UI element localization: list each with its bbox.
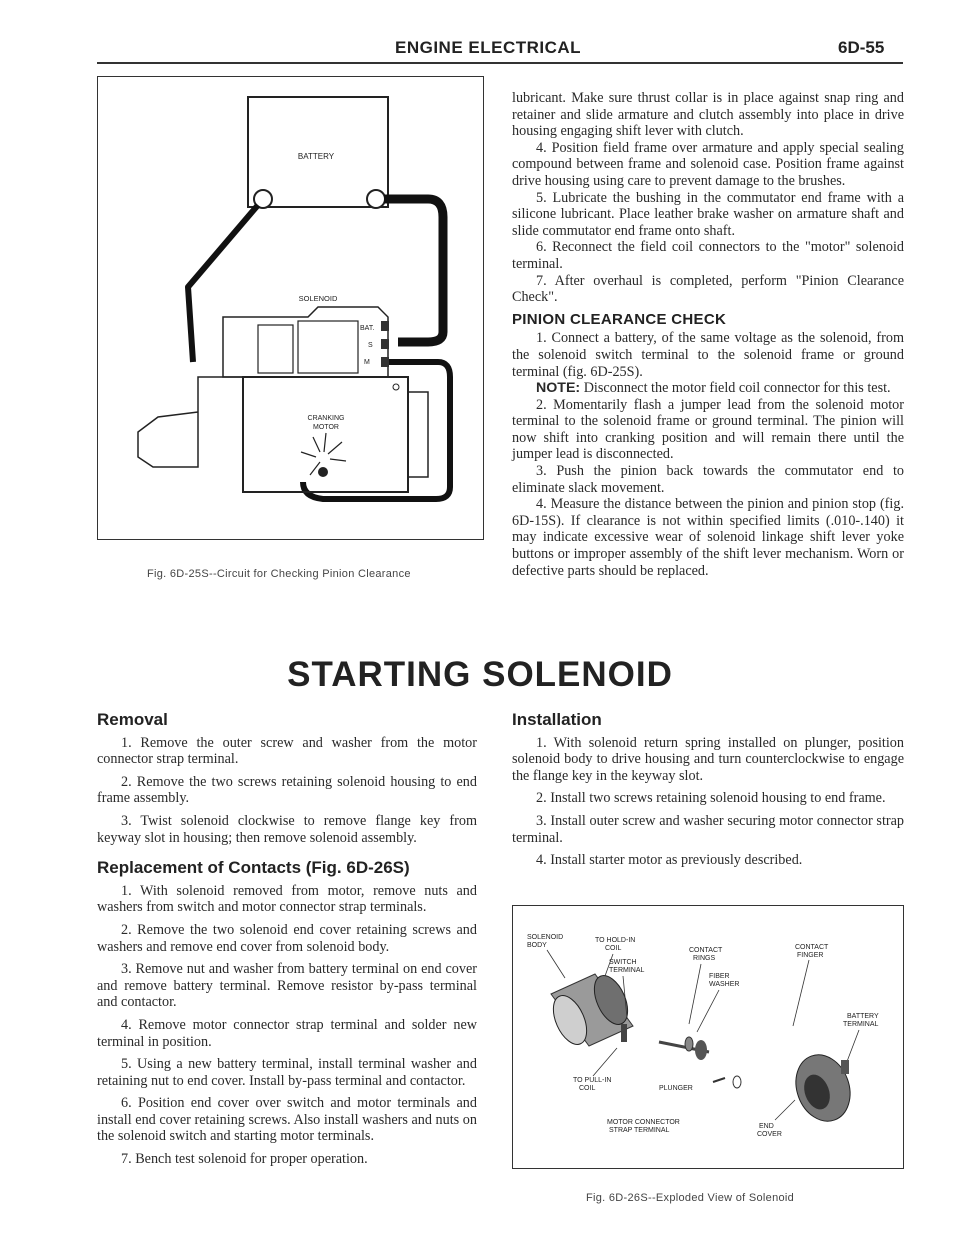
figure-pinion-circuit [97,76,484,540]
solenoid-label: SOLENOID [298,294,338,303]
battery-pos-post [367,190,385,208]
label-fiber-washer-2: WASHER [709,981,740,988]
motor-label-line1: CRANKING [307,415,345,422]
jumper-clip [318,467,328,477]
right-column-bottom [512,712,904,869]
paragraph: 7. After overhaul is completed, perform "Pinion Clearance Check". [512,272,904,306]
removal-step: 3. Twist solenoid clockwise to remove flange key from keyway slot in housing; then remove solenoid assembly. [97,812,477,846]
installation-step: 1. With solenoid return spring installed on plunger, position solenoid body to drive housing and turn counterclockwise to engage the flange key in the keyway slot. [512,734,904,784]
replacement-step: 2. Remove the two solenoid end cover retaining screws and washers and remove end cover from solenoid body. [97,921,477,955]
note-text: Disconnect the motor field coil connector for this test. [583,380,891,397]
pinion-clearance-heading: PINION CLEARANCE CHECK [512,310,727,328]
label-end-cover-1: END [759,1123,774,1130]
cable-battery-positive [384,199,443,342]
label-solenoid-body-2: BODY [527,942,547,949]
s-terminal [381,339,389,349]
label-pull-in-1: TO PULL-IN [573,1077,612,1084]
note-paragraph [512,380,904,397]
motor-end-frame [408,392,428,477]
paragraph: lubricant. Make sure thrust collar is in place against snap ring and retainer and slide armature and clutch assembly into place in drive housing engaging shift lever with clutch. [512,90,904,140]
bat-terminal-label: BAT. [360,325,375,332]
section-title: STARTING SOLENOID [287,655,673,694]
label-solenoid-body-1: SOLENOID [527,934,564,941]
replacement-step: 6. Position end cover over switch and motor terminals and install end cover retaining screws. Also install washers and nuts on the solenoid switch and starting motor terminals. [97,1095,477,1145]
label-strap-2: STRAP TERMINAL [609,1127,670,1134]
paragraph: 1. Connect a battery, of the same voltage as the solenoid, from the solenoid switch terminal to the solenoid frame or ground terminal (fig. 6D-25S). [512,330,904,380]
paragraph: 4. Measure the distance between the pinion and pinion stop (fig. 6D-15S). If clearance is not within specified limits (.010-.140) it may indicate excessive wear of solenoid linkage shift lever yoke buttons or improper assembly of the shift lever mechanism. Worn or defective parts should be replaced. [512,496,904,579]
s-terminal-label: S [368,342,373,349]
label-hold-in-2: COIL [605,945,622,952]
label-contact-rings-1: CONTACT [689,947,723,954]
label-contact-finger-2: FINGER [797,952,824,959]
replacement-heading: Replacement of Contacts (Fig. 6D-26S) [97,858,410,878]
installation-step: 2. Install two screws retaining solenoid housing to end frame. [536,790,886,807]
m-terminal-label: M [364,359,370,366]
solenoid-case [298,321,358,373]
label-end-cover-2: COVER [757,1131,782,1138]
installation-heading: Installation [512,710,602,729]
left-column-bottom [97,712,477,1168]
label-battery-terminal-2: TERMINAL [843,1021,879,1028]
figure-exploded-solenoid [512,905,904,1169]
label-strap-1: MOTOR CONNECTOR [607,1119,680,1126]
page-number: 6D-55 [838,38,885,57]
figure1-caption: Fig. 6D-25S--Circuit for Checking Pinion Clearance [147,568,411,580]
removal-step: 1. Remove the outer screw and washer from the motor connector strap terminal. [97,734,477,768]
label-switch-terminal-1: SWITCH [609,959,637,966]
solenoid-plunger [258,325,293,373]
replacement-step: 3. Remove nut and washer from battery terminal on end cover and remove battery terminal. Remove resistor by-pass terminal and contactor. [97,961,477,1011]
motor-label-line2: MOTOR [313,424,339,431]
installation-step: 4. Install starter motor as previously described. [536,852,803,869]
note-label: NOTE: [536,380,581,397]
m-terminal [381,357,389,367]
label-hold-in-1: TO HOLD-IN [595,937,636,944]
plunger-spring-parts [659,1037,741,1088]
battery-label: BATTERY [297,152,335,161]
exploded-view-diagram [513,906,903,1168]
replacement-step: 5. Using a new battery terminal, install terminal washer and retaining nut to end cover. Install by-pass terminal and contactor. [97,1056,477,1089]
paragraph: 2. Momentarily flash a jumper lead from the solenoid motor terminal to the solenoid frame or ground terminal. The pinion will now shift into cranking position and will remain there until the jumper lead is disconnected. [512,396,904,463]
label-plunger: PLUNGER [659,1085,693,1092]
running-header-title: ENGINE ELECTRICAL [395,38,582,57]
header-rule [97,62,903,64]
figure2-caption: Fig. 6D-26S--Exploded View of Solenoid [586,1192,795,1204]
paragraph: 6. Reconnect the field coil connectors to the "motor" solenoid terminal. [512,239,904,272]
installation-step: 3. Install outer screw and washer securing motor connector strap terminal. [512,812,904,846]
bat-terminal [381,321,389,331]
end-cover-part [787,1047,859,1129]
paragraph: 3. Push the pinion back towards the commutator end to eliminate slack movement. [512,463,904,496]
drive-housing [138,377,243,467]
circuit-diagram [98,77,483,539]
removal-step: 2. Remove the two screws retaining solenoid housing to end frame assembly. [97,773,477,807]
label-pull-in-2: COIL [579,1085,596,1092]
right-column-top [512,90,904,579]
paragraph: 4. Position field frame over armature and apply special sealing compound between frame and solenoid case. Position frame against drive housing using care to prevent damage to the brushes. [512,139,904,189]
paragraph: 5. Lubricate the bushing in the commutator end frame with a silicone lubricant. Place leather brake washer on armature shaft and slide commutator end frame onto shaft. [512,189,904,239]
replacement-step: 1. With solenoid removed from motor, remove nuts and washers from switch and motor connector strap terminals. [97,882,477,916]
label-battery-terminal-1: BATTERY [847,1013,879,1020]
label-switch-terminal-2: TERMINAL [609,967,645,974]
motor-terminal-stud [393,384,399,390]
solenoid-body-part [547,971,635,1050]
label-fiber-washer-1: FIBER [709,973,730,980]
replacement-step: 4. Remove motor connector strap terminal and solder new terminal in position. [97,1016,477,1050]
solenoid-body [223,307,388,377]
label-contact-finger-1: CONTACT [795,944,829,951]
replacement-step: 7. Bench test solenoid for proper operation. [121,1151,368,1168]
label-contact-rings-2: RINGS [693,955,716,962]
removal-heading: Removal [97,710,168,729]
